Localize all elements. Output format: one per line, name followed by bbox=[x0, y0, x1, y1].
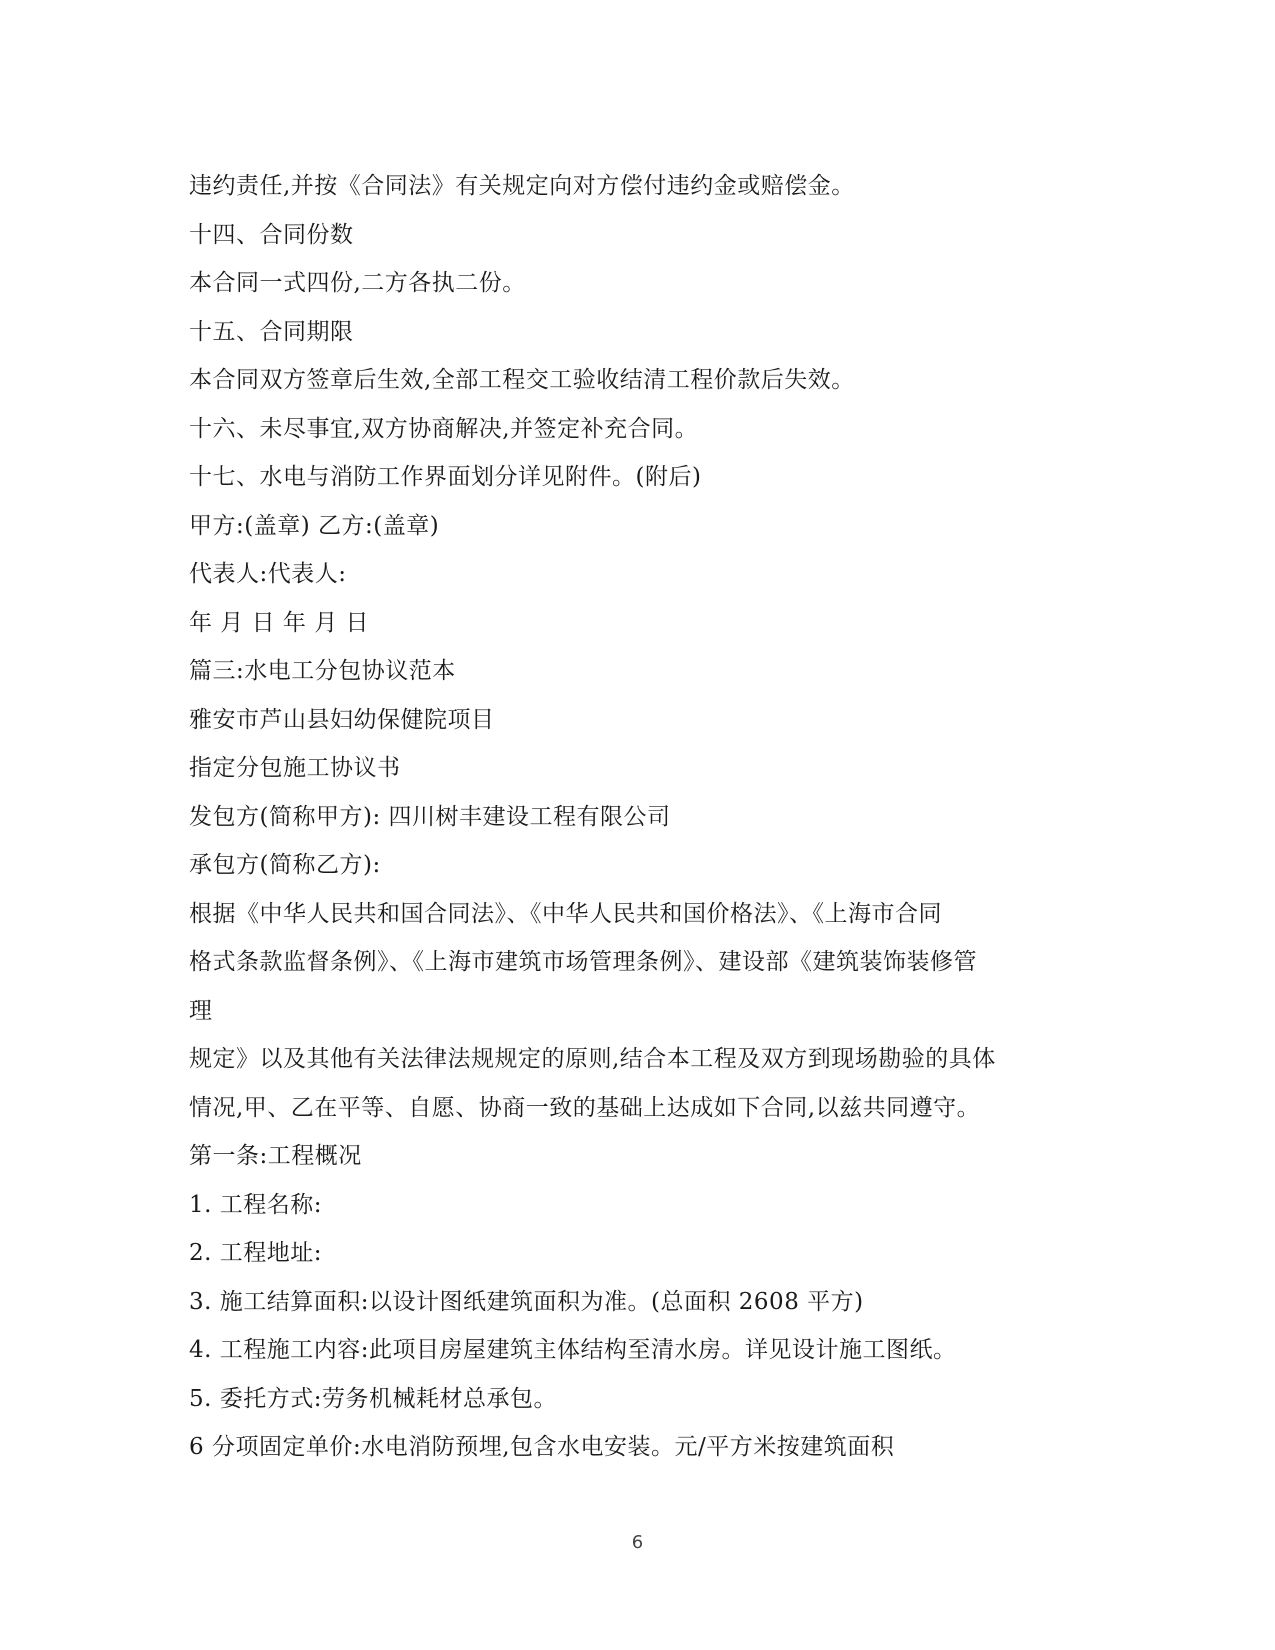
signature-line: 甲方:(盖章) 乙方:(盖章) bbox=[189, 512, 440, 539]
list-item: 3. 施工结算面积:以设计图纸建筑面积为准。(总面积 2608 平方) bbox=[189, 1288, 864, 1315]
section-heading: 十五、合同期限 bbox=[189, 318, 354, 345]
list-item: 5. 委托方式:劳务机械耗材总承包。 bbox=[189, 1385, 558, 1412]
text-line: 理 bbox=[189, 997, 213, 1024]
text-line: 违约责任,并按《合同法》有关规定向对方偿付违约金或赔偿金。 bbox=[189, 173, 855, 199]
text-line: 根据《中华人民共和国合同法》、《中华人民共和国价格法》、《上海市合同 bbox=[189, 900, 942, 927]
text-line: 本合同双方签章后生效,全部工程交工验收结清工程价款后失效。 bbox=[189, 367, 855, 393]
page-number: 6 bbox=[631, 1532, 644, 1553]
list-item: 2. 工程地址: bbox=[189, 1240, 323, 1266]
list-item: 6 分项固定单价:水电消防预埋,包含水电安装。元/平方米按建筑面积 bbox=[189, 1434, 895, 1460]
section-heading: 十四、合同份数 bbox=[189, 221, 354, 248]
section-heading: 十六、未尽事宜,双方协商解决,并签定补充合同。 bbox=[189, 415, 699, 442]
date-line: 年 月 日 年 月 日 bbox=[189, 609, 370, 636]
party-line: 承包方(简称乙方): bbox=[189, 852, 381, 878]
text-line: 规定》以及其他有关法律法规规定的原则,结合本工程及双方到现场勘验的具体 bbox=[189, 1046, 996, 1072]
text-line: 格式条款监督条例》、《上海市建筑市场管理条例》、建设部《建筑装饰装修管 bbox=[189, 949, 977, 975]
agreement-title: 指定分包施工协议书 bbox=[189, 755, 401, 781]
list-item: 4. 工程施工内容:此项目房屋建筑主体结构至清水房。详见设计施工图纸。 bbox=[189, 1337, 957, 1363]
text-line: 本合同一式四份,二方各执二份。 bbox=[189, 270, 526, 296]
list-item: 1. 工程名称: bbox=[189, 1191, 323, 1218]
project-title: 雅安市芦山县妇幼保健院项目 bbox=[189, 706, 495, 733]
document-body bbox=[189, 162, 1069, 1472]
signature-line: 代表人:代表人: bbox=[189, 561, 347, 587]
text-line: 情况,甲、乙在平等、自愿、协商一致的基础上达成如下合同,以兹共同遵守。 bbox=[189, 1094, 981, 1121]
article-heading: 第一条:工程概况 bbox=[189, 1143, 362, 1169]
section-heading: 十七、水电与消防工作界面划分详见附件。(附后) bbox=[189, 464, 702, 490]
party-line: 发包方(简称甲方): 四川树丰建设工程有限公司 bbox=[189, 803, 671, 830]
chapter-title: 篇三:水电工分包协议范本 bbox=[189, 658, 456, 684]
